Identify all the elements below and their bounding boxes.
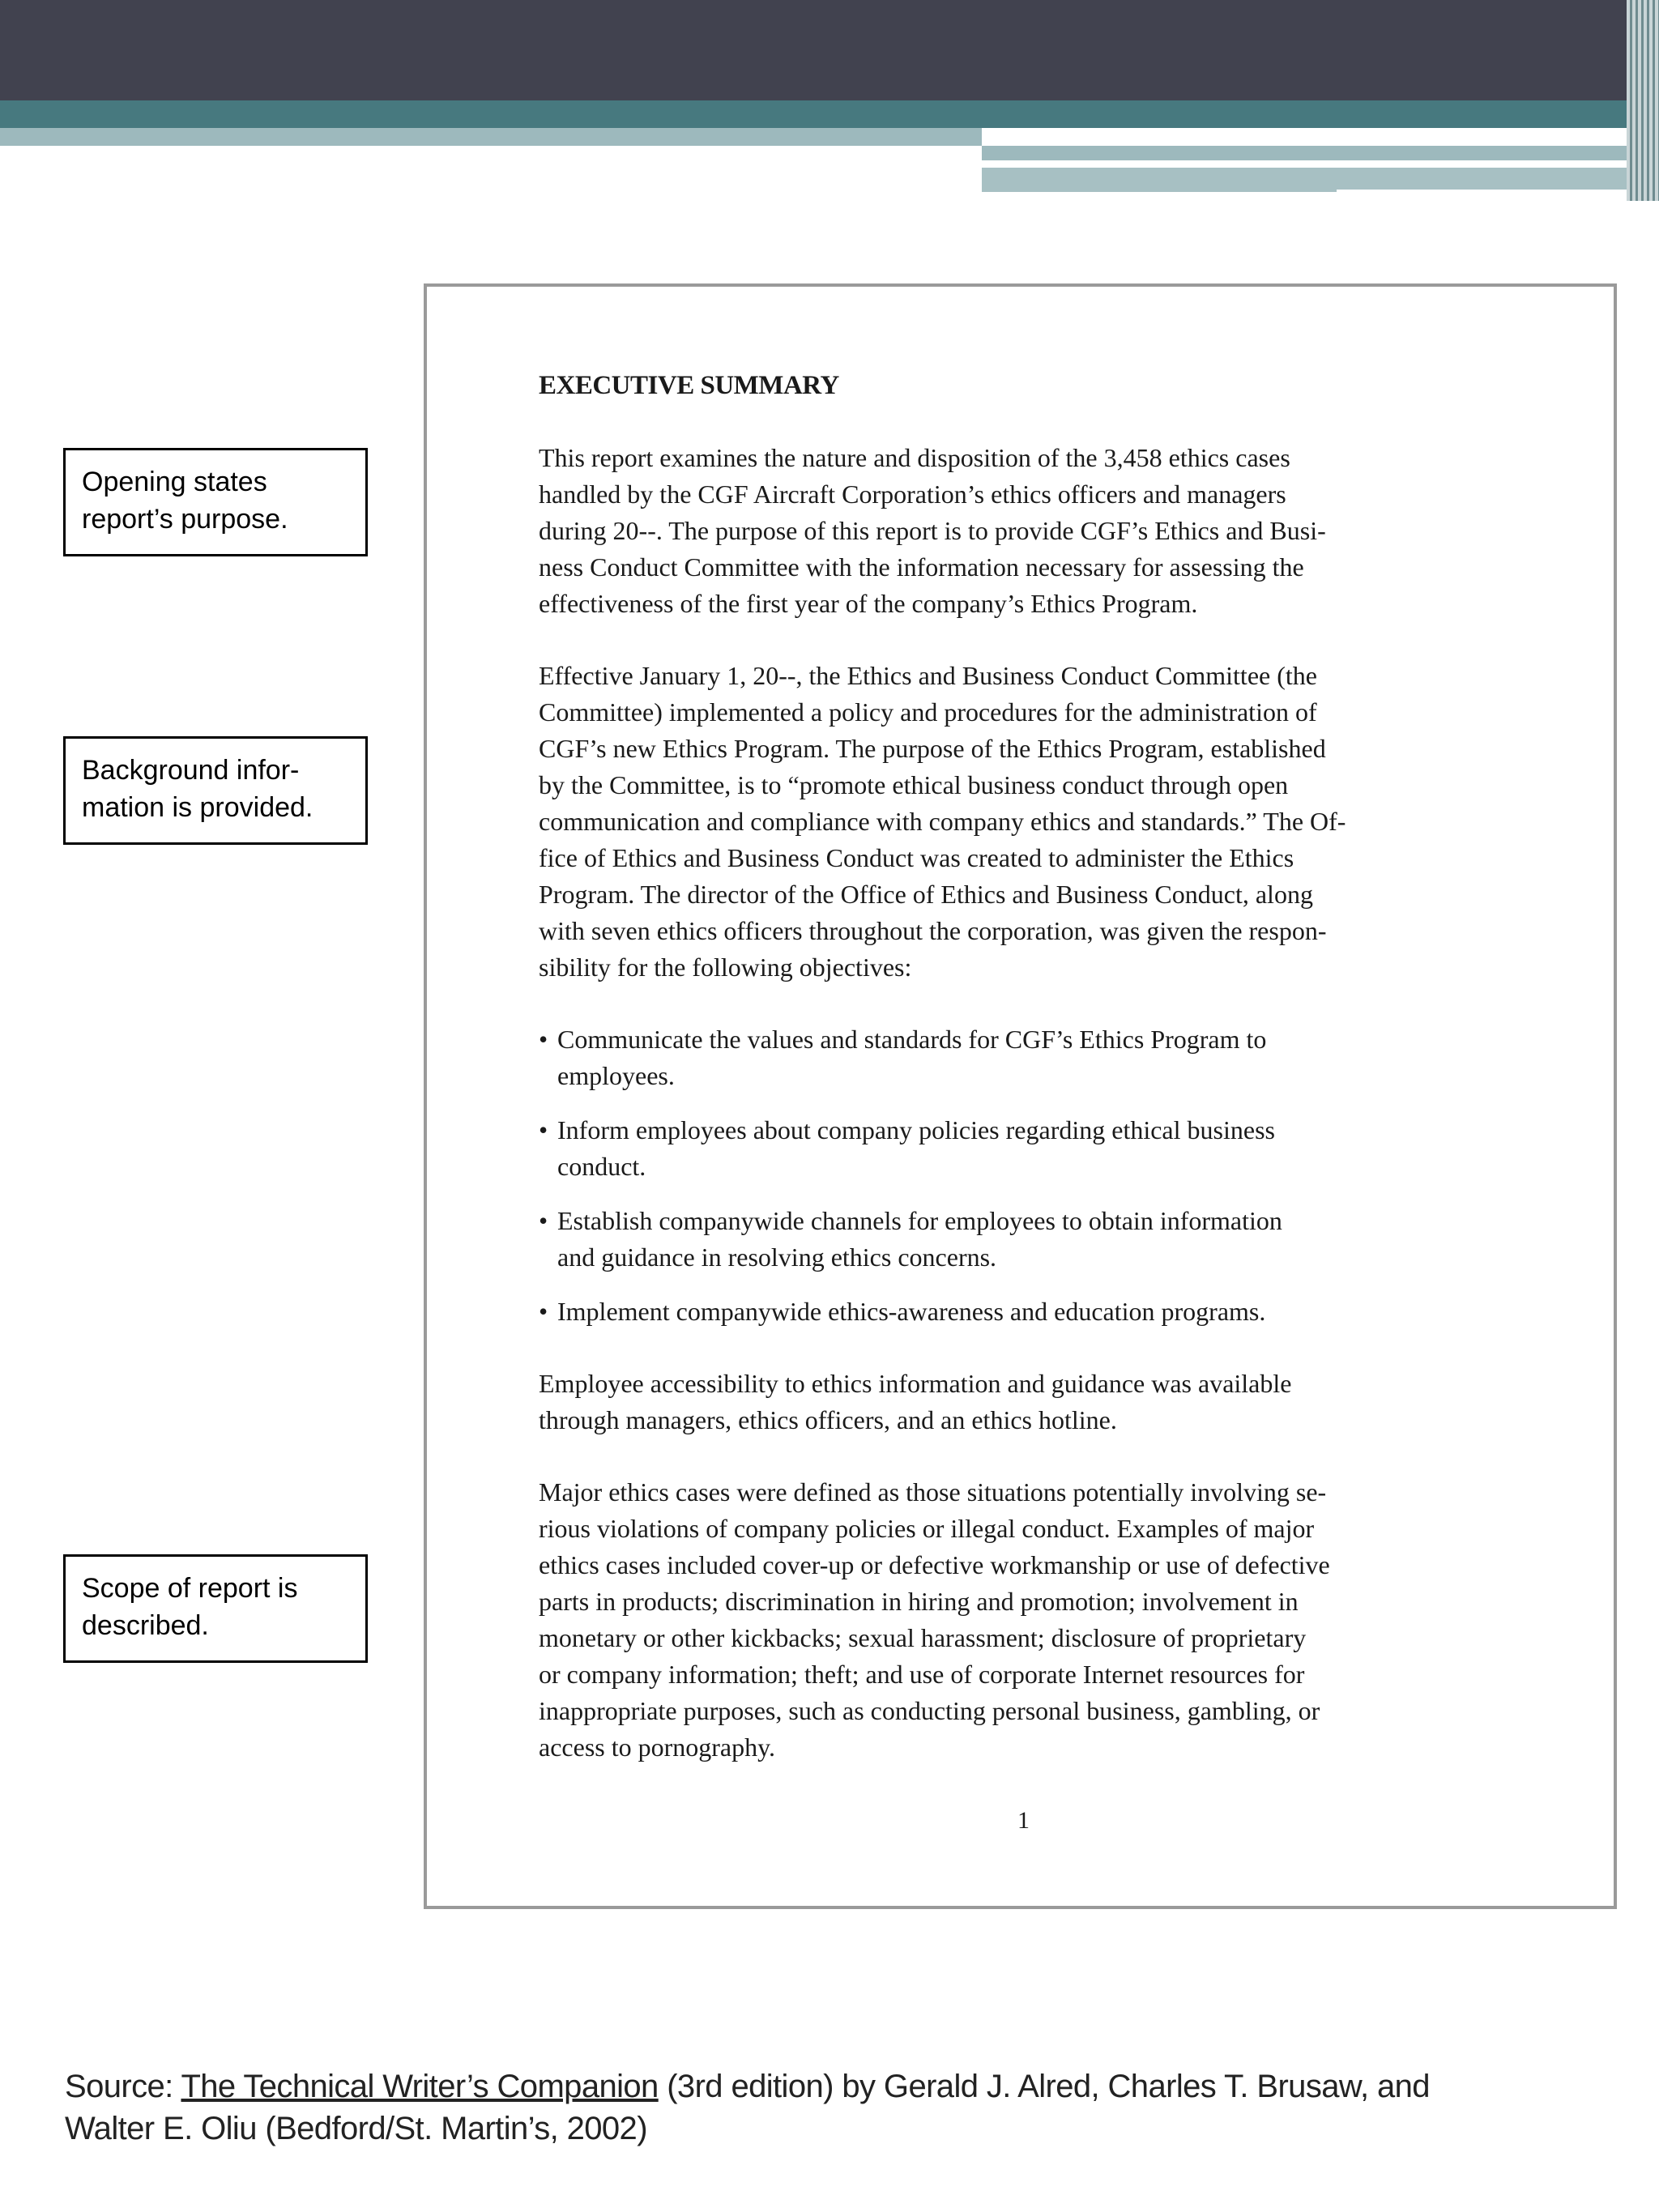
callout-background-text: Background infor- mation is provided.	[82, 755, 313, 823]
callout-opening	[63, 448, 368, 556]
header-bar-light-left	[0, 128, 982, 146]
header-bar-dark	[0, 0, 1659, 100]
document-body	[539, 368, 1515, 1801]
callout-scope-text: Scope of report is described.	[82, 1573, 298, 1641]
list-item-text: Establish companywide channels for employees to obtain information and guidance in resolving ethics concerns.	[557, 1206, 1282, 1272]
document-page	[424, 283, 1617, 1909]
callout-opening-text: Opening states report’s purpose.	[82, 467, 288, 535]
source-line-2: Walter E. Oliu (Bedford/St. Martin’s, 2002)	[65, 2111, 647, 2146]
source-citation	[65, 2065, 1604, 2150]
source-details: (3rd edition) by Gerald J. Alred, Charles T. Brusaw, and	[658, 2069, 1430, 2104]
header-bar-teal	[0, 100, 1659, 128]
callout-background	[63, 736, 368, 845]
list-item	[539, 1294, 1515, 1330]
paragraph-accessibility: Employee accessibility to ethics information and guidance was available through managers, ethics officers, and an ethics hotline.	[539, 1369, 1292, 1434]
header-bar-light-right	[982, 146, 1659, 160]
paragraph-purpose: This report examines the nature and disposition of the 3,458 ethics cases handled by the CGF Aircraft Corporation’s ethics officers and managers during 20--. The purpose of this report is to provide CGF’s Ethics and Busi- ness Conduct Committee with the information necessary for assessing the effectiveness of the first year of the company’s Ethics Program.	[539, 443, 1326, 618]
source-line-1	[65, 2065, 1604, 2108]
list-item	[539, 1203, 1515, 1276]
header-divider-line	[982, 160, 1537, 168]
objectives-list	[539, 1021, 1515, 1330]
paragraph-background: Effective January 1, 20--, the Ethics and Business Conduct Committee (the Committee) implemented a policy and procedures for the administration of CGF’s new Ethics Program. The purpose of the Ethics Program, established by the Committee, is to “promote ethical business conduct through open communication and compliance with company ethics and standards.” The Of- fice of Ethics and Business Conduct was created to administer the Ethics Program. The director of the Office of Ethics and Business Conduct, along with seven ethics officers throughout the corporation, was given the respon- sibility for the following objectives:	[539, 661, 1346, 982]
header-stripes	[1627, 0, 1659, 201]
book-title: The Technical Writer’s Companion	[181, 2069, 659, 2104]
document-title: EXECUTIVE SUMMARY	[539, 371, 839, 400]
page-number: 1	[1017, 1807, 1030, 1834]
bullet-icon: •	[539, 1297, 548, 1326]
source-prefix: Source:	[65, 2069, 181, 2104]
list-item-text: Communicate the values and standards for CGF’s Ethics Program to employees.	[557, 1025, 1267, 1090]
paragraph-scope: Major ethics cases were defined as those situations potentially involving se- rious violations of company policies or illegal conduct. Examples of major ethics cases included cover-up or defective workmanship or use of defective parts in products; discrimination in hiring and promotion; involvement in monetary or other kickbacks; sexual harassment; disclosure of proprietary or company information; theft; and use of corporate Internet resources for inappropriate purposes, such as conducting personal business, gambling, or access to pornography.	[539, 1477, 1330, 1762]
bullet-icon: •	[539, 1206, 548, 1235]
list-item-text: Implement companywide ethics-awareness and education programs.	[557, 1297, 1266, 1326]
list-item	[539, 1021, 1515, 1094]
header-notch	[1337, 190, 1628, 201]
header-bar-light-lower	[982, 168, 1659, 192]
list-item-text: Inform employees about company policies regarding ethical business conduct.	[557, 1115, 1275, 1181]
bullet-icon: •	[539, 1115, 548, 1144]
callout-scope	[63, 1554, 368, 1663]
bullet-icon: •	[539, 1025, 548, 1054]
list-item	[539, 1112, 1515, 1185]
